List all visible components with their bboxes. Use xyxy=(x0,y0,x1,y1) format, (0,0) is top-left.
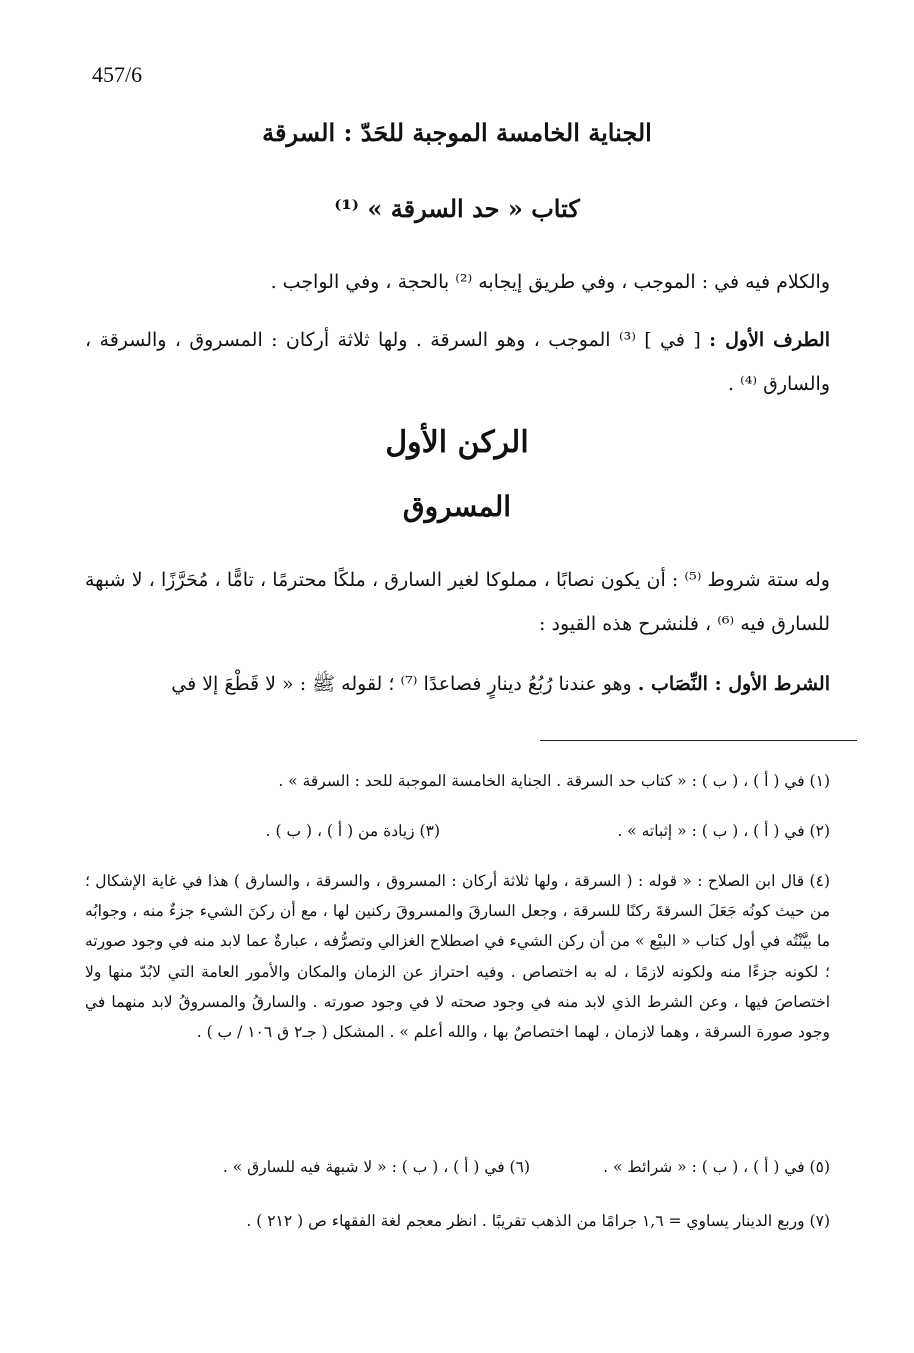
footnote-2: (٢) في ( أ ) ، ( ب ) : « إثباته » . xyxy=(617,822,830,840)
first-condition-text: وهو عندنا رُبُعُ دينارٍ فصاعدًا ⁽⁷⁾ ؛ لقوله ﷺ : « لا قَطْعَ إلا في xyxy=(171,673,632,695)
intro-paragraph: والكلام فيه في : الموجب ، وفي طريق إيجابه ⁽²⁾ بالحجة ، وفي الواجب . xyxy=(270,271,830,293)
footnote-6: (٦) في ( أ ) ، ( ب ) : « لا شبهة فيه للسارق » . xyxy=(222,1158,530,1176)
book-heading: كتاب « حد السرقة » ⁽¹⁾ xyxy=(334,194,580,223)
page-number: 457/6 xyxy=(92,62,143,87)
first-part-label: الطرف الأول : xyxy=(709,329,830,351)
first-part-text: [ في ] ⁽³⁾ الموجب ، وهو السرقة . ولها ثلاثة أركان : المسروق ، والسرقة ، والسارق ⁽⁴⁾ . xyxy=(85,329,830,395)
first-part-paragraph xyxy=(85,318,830,406)
chapter-heading: الجناية الخامسة الموجبة للحَدّ : السرقة xyxy=(262,118,652,147)
footnote-5: (٥) في ( أ ) ، ( ب ) : « شرائط » . xyxy=(603,1158,830,1176)
footnote-separator xyxy=(540,740,857,741)
footnote-4: (٤) قال ابن الصلاح : « قوله : ( السرقة ، ولها ثلاثة أركان : المسروق ، والسرقة ، والسارق ) هذا في غاية الإشكال ؛ من حيث كونُه جَعَلَ السرقةَ ركنًا للسرقة ، وجعل السارقَ والمسروقَ ركنين لها ، مع أن ركنَ الشيء جزءٌ منه ، وجوابُه ما بيَّنْتُه في أول كتاب « البيْع » من أن ركن الشيء في اصطلاح الغزالي وتصرُّفه ، عبارةٌ عما لابد منه في وجود صورته ؛ لكونه جزءًا منه ولكونه لازمًا ، له به اختصاص . وفيه احتراز عن الزمان والمكان والأمور العامة التي لابُدّ منها ولا اختصاصَ فيها ، وعن الشرط الذي لابد منه في وجود صحته لا في وجود صورته . والسارقُ والمسروقُ لابد منهما في وجود صورة السرقة ، وهما لازمان ، لهما اختصاصٌ بها ، والله أعلم » . المشكل ( جـ٢ ق ١٠٦ / ب ) . xyxy=(85,872,830,1042)
first-condition-paragraph xyxy=(85,662,830,706)
footnote-1: (١) في ( أ ) ، ( ب ) : « كتاب حد السرقة . الجناية الخامسة الموجبة للحد : السرقة » . xyxy=(278,772,830,790)
pillar-heading: الركن الأول xyxy=(385,425,529,460)
conditions-paragraph: وله ستة شروط ⁽⁵⁾ : أن يكون نصابًا ، مملوكا لغير السارق ، ملكًا محترمًا ، تامًّا ، مُحَرَّزًا ، لا شبهة للسارق فيه ⁽⁶⁾ ، فلنشرح هذه القيود : xyxy=(85,569,830,635)
first-condition-label: الشرط الأول : النِّصَاب . xyxy=(637,673,830,695)
footnote-3: (٣) زيادة من ( أ ) ، ( ب ) . xyxy=(265,822,440,840)
footnote-7: (٧) وربع الدينار يساوي = ١,٦ جرامًا من الذهب تقريبًا . انظر معجم لغة الفقهاء ص ( ٢١٢ ) . xyxy=(246,1212,830,1230)
stolen-property-heading: المسروق xyxy=(402,490,512,523)
